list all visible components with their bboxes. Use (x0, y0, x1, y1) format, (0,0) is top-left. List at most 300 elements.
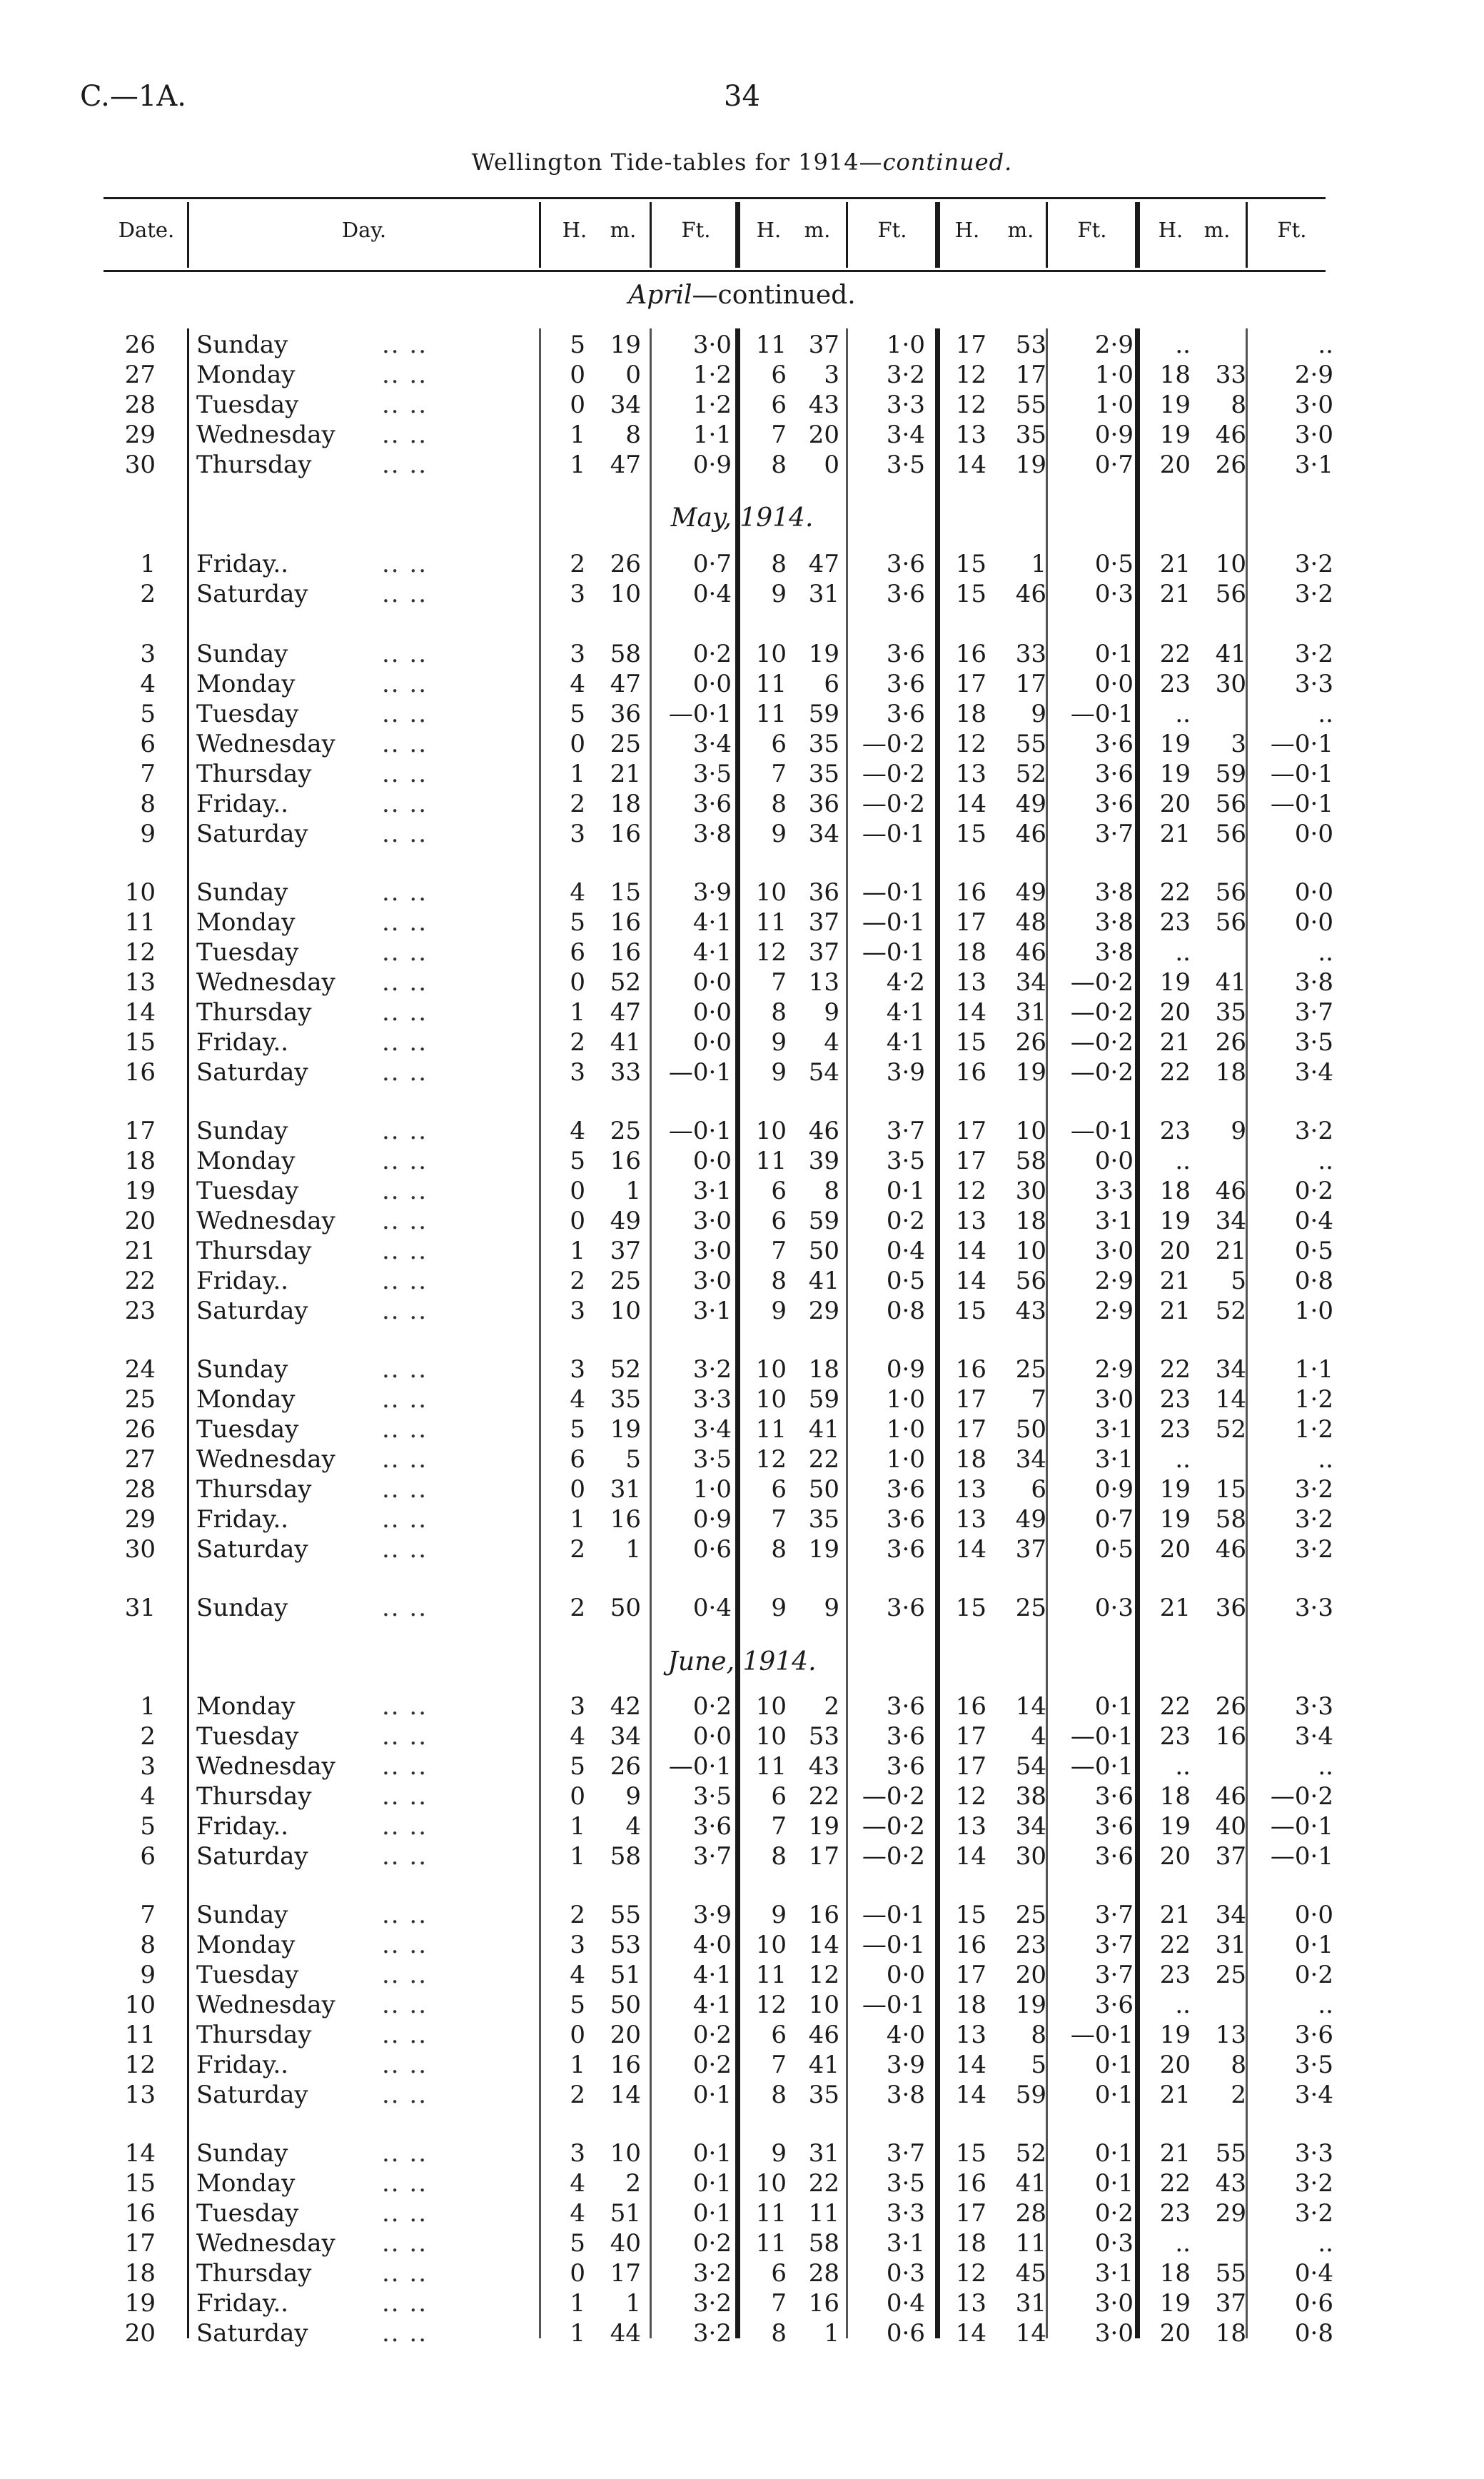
cell-m2: 22 (808, 1782, 839, 1811)
cell-day: Thursday (196, 760, 312, 788)
cell-ft1: 0·0 (692, 1028, 732, 1057)
cell-m2: 31 (808, 580, 839, 608)
cell-ft1: 0·0 (692, 998, 732, 1027)
cell-ft2: 3·6 (886, 1752, 925, 1781)
cell-m2: 16 (808, 1901, 839, 1929)
cell-ft1: 0·2 (692, 2229, 732, 2258)
leader-dots: .. .. (382, 1991, 428, 2019)
cell-date: 18 (124, 1147, 156, 1175)
cell-date: 16 (124, 1058, 156, 1087)
cell-date: 26 (124, 1415, 156, 1444)
cell-h4: 23 (1159, 1961, 1191, 1989)
cell-h3: 14 (955, 1267, 986, 1295)
cell-date: 12 (124, 2051, 156, 2079)
cell-m2: 0 (824, 451, 839, 479)
table-row (0, 360, 1484, 390)
cell-ft2: —0·2 (862, 790, 925, 818)
cell-h2: 8 (771, 550, 787, 578)
col-day: Day. (341, 218, 387, 242)
cell-h2: 12 (755, 1991, 787, 2019)
cell-m4: 14 (1215, 1385, 1246, 1414)
cell-ft4: 0·8 (1294, 1267, 1333, 1295)
cell-m4: 10 (1215, 550, 1246, 578)
cell-h1: 4 (570, 2199, 585, 2228)
table-row (0, 1146, 1484, 1176)
cell-h4: .. (1175, 1991, 1191, 2019)
cell-ft2: 3·6 (886, 1535, 925, 1564)
cell-m2: 31 (808, 2139, 839, 2168)
leader-dots: .. .. (382, 1961, 428, 1989)
cell-ft3: 3·1 (1094, 1415, 1134, 1444)
cell-ft4: 1·0 (1294, 1297, 1333, 1325)
cell-h2: 6 (771, 730, 787, 758)
cell-ft4: 0·0 (1294, 820, 1333, 848)
report-code: C.—1A. (80, 80, 186, 113)
cell-m3: 5 (1031, 2051, 1046, 2079)
cell-m2: 19 (808, 1812, 839, 1841)
cell-m1: 15 (610, 878, 641, 907)
cell-m1: 58 (610, 640, 641, 668)
cell-ft1: 3·9 (692, 878, 732, 907)
cell-h1: 5 (570, 1991, 585, 2019)
cell-m4: 34 (1215, 1901, 1246, 1929)
cell-h4: 19 (1159, 391, 1191, 419)
cell-m2: 41 (808, 1267, 839, 1295)
cell-m4: 58 (1215, 1505, 1246, 1534)
cell-day: Thursday (196, 1782, 312, 1811)
cell-day: Sunday (196, 1901, 288, 1929)
cell-m1: 1 (625, 1177, 641, 1205)
cell-m3: 58 (1015, 1147, 1046, 1175)
cell-m2: 36 (808, 790, 839, 818)
cell-h1: 3 (570, 1931, 585, 1959)
cell-h2: 11 (755, 1415, 787, 1444)
cell-h1: 2 (570, 790, 585, 818)
cell-ft4: 3·5 (1294, 1028, 1333, 1057)
cell-h3: 12 (955, 2259, 986, 2288)
cell-m2: 46 (808, 1117, 839, 1145)
cell-h3: 16 (955, 1931, 986, 1959)
cell-h1: 4 (570, 1385, 585, 1414)
cell-ft2: 1·0 (886, 1445, 925, 1474)
cell-ft1: —0·1 (668, 700, 732, 728)
cell-ft4: 0·4 (1294, 2259, 1333, 2288)
cell-ft3: 3·6 (1094, 730, 1134, 758)
cell-h4: 22 (1159, 878, 1191, 907)
cell-m2: 13 (808, 968, 839, 997)
cell-m4: 55 (1215, 2139, 1246, 2168)
cell-m3: 9 (1031, 700, 1046, 728)
cell-ft4: 0·6 (1294, 2289, 1333, 2318)
cell-ft4: 0·5 (1294, 1237, 1333, 1265)
cell-m2: 28 (808, 2259, 839, 2288)
header-rule (1046, 202, 1048, 268)
cell-m3: 7 (1031, 1385, 1046, 1414)
cell-h1: 6 (570, 1445, 585, 1474)
cell-ft1: 0·0 (692, 670, 732, 698)
cell-m4: 59 (1215, 760, 1246, 788)
cell-ft2: —0·2 (862, 760, 925, 788)
cell-m1: 26 (610, 550, 641, 578)
cell-day: Saturday (196, 820, 308, 848)
cell-ft3: —0·2 (1070, 998, 1134, 1027)
cell-h4: 21 (1159, 2081, 1191, 2109)
cell-ft2: 3·7 (886, 2139, 925, 2168)
leader-dots: .. .. (382, 391, 428, 419)
cell-m2: 36 (808, 878, 839, 907)
cell-ft4: 3·6 (1294, 2021, 1333, 2049)
cell-ft3: —0·1 (1070, 1722, 1134, 1751)
cell-h3: 13 (955, 1812, 986, 1841)
cell-day: Sunday (196, 640, 288, 668)
cell-m4: 34 (1215, 1207, 1246, 1235)
table-row (0, 2198, 1484, 2228)
leader-dots: .. .. (382, 1117, 428, 1145)
cell-ft2: 3·7 (886, 1117, 925, 1145)
leader-dots: .. .. (382, 2259, 428, 2288)
cell-m2: 18 (808, 1355, 839, 1384)
table-row (0, 1296, 1484, 1326)
leader-dots: .. .. (382, 580, 428, 608)
cell-date: 12 (124, 938, 156, 967)
cell-m2: 59 (808, 1385, 839, 1414)
cell-ft2: —0·1 (862, 1931, 925, 1959)
leader-dots: .. .. (382, 2289, 428, 2318)
col-h1: H. (562, 218, 587, 242)
cell-h4: 21 (1159, 1297, 1191, 1325)
cell-h4: 22 (1159, 1355, 1191, 1384)
cell-h3: 16 (955, 1058, 986, 1087)
table-row (0, 878, 1484, 907)
cell-m2: 12 (808, 1961, 839, 1989)
cell-ft2: 3·6 (886, 700, 925, 728)
cell-ft2: 1·0 (886, 331, 925, 359)
leader-dots: .. .. (382, 2051, 428, 2079)
section-title (0, 281, 1484, 310)
cell-m3: 55 (1015, 730, 1046, 758)
leader-dots: .. .. (382, 1692, 428, 1721)
cell-m2: 9 (824, 998, 839, 1027)
cell-m2: 35 (808, 1505, 839, 1534)
cell-h3: 13 (955, 760, 986, 788)
cell-m1: 25 (610, 1267, 641, 1295)
cell-m4: 41 (1215, 640, 1246, 668)
cell-m3: 11 (1015, 2229, 1046, 2258)
cell-h4: 20 (1159, 1842, 1191, 1871)
cell-ft2: 3·6 (886, 1594, 925, 1622)
cell-m2: 20 (808, 421, 839, 449)
cell-h1: 4 (570, 1722, 585, 1751)
cell-m3: 50 (1015, 1415, 1046, 1444)
cell-ft1: 3·2 (692, 2289, 732, 2318)
cell-h3: 13 (955, 2289, 986, 2318)
cell-m4: 5 (1231, 1267, 1246, 1295)
col-m2: m. (804, 218, 831, 242)
cell-h1: 1 (570, 451, 585, 479)
leader-dots: .. .. (382, 1475, 428, 1504)
cell-m2: 10 (808, 1991, 839, 2019)
table-title-continued: continued. (882, 149, 1013, 176)
cell-ft3: 3·6 (1094, 790, 1134, 818)
cell-ft4: 3·5 (1294, 2051, 1333, 2079)
cell-ft2: 0·4 (886, 1237, 925, 1265)
cell-h2: 7 (771, 968, 787, 997)
cell-ft3: 0·1 (1094, 640, 1134, 668)
cell-ft4: —0·1 (1270, 730, 1333, 758)
cell-ft1: 3·6 (692, 790, 732, 818)
cell-m4: 15 (1215, 1475, 1246, 1504)
cell-date: 17 (124, 2229, 156, 2258)
cell-ft3: 2·9 (1094, 1355, 1134, 1384)
cell-h2: 12 (755, 938, 787, 967)
cell-m1: 53 (610, 1931, 641, 1959)
cell-h1: 1 (570, 1237, 585, 1265)
cell-ft3: —0·2 (1070, 968, 1134, 997)
leader-dots: .. .. (382, 1782, 428, 1811)
cell-ft1: 3·0 (692, 1207, 732, 1235)
cell-ft2: 4·2 (886, 968, 925, 997)
cell-h4: 19 (1159, 1505, 1191, 1534)
cell-h3: 15 (955, 820, 986, 848)
cell-h2: 9 (771, 1058, 787, 1087)
section-title-continued: —continued. (692, 281, 856, 310)
table-row (0, 997, 1484, 1027)
cell-m1: 51 (610, 1961, 641, 1989)
cell-h2: 7 (771, 421, 787, 449)
table-row (0, 937, 1484, 967)
table-row (0, 1116, 1484, 1146)
table-row (0, 1930, 1484, 1960)
cell-day: Monday (196, 361, 296, 389)
cell-ft1: 3·4 (692, 730, 732, 758)
cell-ft3: 2·9 (1094, 1267, 1134, 1295)
cell-m2: 22 (808, 1445, 839, 1474)
cell-ft3: 2·9 (1094, 1297, 1134, 1325)
cell-day: Thursday (196, 1237, 312, 1265)
cell-ft3: 3·0 (1094, 1385, 1134, 1414)
cell-m1: 1 (625, 2289, 641, 2318)
cell-h3: 14 (955, 1237, 986, 1265)
cell-h2: 11 (755, 700, 787, 728)
cell-ft2: 3·6 (886, 550, 925, 578)
cell-day: Saturday (196, 1297, 308, 1325)
cell-day: Friday.. (196, 1267, 289, 1295)
cell-ft4: 1·2 (1294, 1415, 1333, 1444)
leader-dots: .. .. (382, 331, 428, 359)
cell-ft2: 3·5 (886, 1147, 925, 1175)
cell-h2: 11 (755, 1752, 787, 1781)
cell-m4: 56 (1215, 878, 1246, 907)
cell-day: Friday.. (196, 1505, 289, 1534)
cell-m3: 55 (1015, 391, 1046, 419)
cell-h3: 17 (955, 2199, 986, 2228)
cell-m4: 16 (1215, 1722, 1246, 1751)
cell-h2: 9 (771, 1297, 787, 1325)
cell-m3: 4 (1031, 1722, 1046, 1751)
cell-h2: 11 (755, 908, 787, 937)
cell-m3: 38 (1015, 1782, 1046, 1811)
cell-m3: 53 (1015, 331, 1046, 359)
cell-h3: 13 (955, 1475, 986, 1504)
cell-h3: 14 (955, 790, 986, 818)
table-row (0, 1691, 1484, 1721)
cell-ft2: —0·2 (862, 1842, 925, 1871)
leader-dots: .. .. (382, 1415, 428, 1444)
header-rule (187, 202, 189, 268)
cell-m4: 33 (1215, 361, 1246, 389)
cell-ft3: —0·1 (1070, 1117, 1134, 1145)
cell-date: 11 (124, 908, 156, 937)
table-row (0, 1176, 1484, 1206)
cell-m4: 26 (1215, 1692, 1246, 1721)
cell-m1: 40 (610, 2229, 641, 2258)
cell-h3: 15 (955, 580, 986, 608)
cell-h4: 19 (1159, 1207, 1191, 1235)
cell-ft2: 3·8 (886, 2081, 925, 2109)
cell-day: Monday (196, 1931, 296, 1959)
cell-ft1: 3·1 (692, 1177, 732, 1205)
cell-ft1: 0·0 (692, 1722, 732, 1751)
cell-date: 14 (124, 2139, 156, 2168)
cell-day: Saturday (196, 2319, 308, 2348)
cell-h2: 8 (771, 1842, 787, 1871)
cell-date: 25 (124, 1385, 156, 1414)
col-h4: H. (1158, 218, 1183, 242)
cell-m2: 59 (808, 700, 839, 728)
cell-h1: 5 (570, 1415, 585, 1444)
cell-m3: 46 (1015, 820, 1046, 848)
cell-m2: 35 (808, 730, 839, 758)
cell-h3: 17 (955, 1385, 986, 1414)
cell-m3: 31 (1015, 998, 1046, 1027)
cell-m1: 0 (625, 361, 641, 389)
cell-ft1: 0·6 (692, 1535, 732, 1564)
cell-h3: 13 (955, 2021, 986, 2049)
header-rule (846, 202, 848, 268)
cell-date: 4 (140, 670, 156, 698)
cell-ft1: 4·0 (692, 1931, 732, 1959)
cell-m4: 36 (1215, 1594, 1246, 1622)
cell-ft1: 3·2 (692, 2319, 732, 2348)
cell-ft1: 3·2 (692, 2259, 732, 2288)
cell-ft4: 1·1 (1294, 1355, 1333, 1384)
cell-day: Monday (196, 1147, 296, 1175)
cell-ft3: 3·8 (1094, 908, 1134, 937)
table-row (0, 2168, 1484, 2198)
cell-m1: 16 (610, 908, 641, 937)
cell-h1: 2 (570, 1901, 585, 1929)
cell-h4: .. (1175, 331, 1191, 359)
cell-day: Friday.. (196, 790, 289, 818)
cell-ft4: 3·2 (1294, 2199, 1333, 2228)
leader-dots: .. .. (382, 1177, 428, 1205)
cell-ft3: 3·8 (1094, 938, 1134, 967)
cell-h4: .. (1175, 2229, 1191, 2258)
cell-m2: 34 (808, 820, 839, 848)
table-row (0, 2080, 1484, 2110)
col-ft2: Ft. (877, 218, 907, 242)
table-header-bottom-rule (104, 270, 1326, 272)
header-rule (735, 202, 740, 268)
cell-ft1: 0·2 (692, 1692, 732, 1721)
cell-h4: 23 (1159, 1415, 1191, 1444)
cell-ft2: 4·0 (886, 2021, 925, 2049)
table-row (0, 1444, 1484, 1474)
cell-day: Sunday (196, 1117, 288, 1145)
cell-date: 9 (140, 1961, 156, 1989)
leader-dots: .. .. (382, 1237, 428, 1265)
cell-day: Tuesday (196, 700, 299, 728)
cell-ft1: 0·0 (692, 1147, 732, 1175)
cell-h2: 6 (771, 2259, 787, 2288)
cell-m1: 16 (610, 938, 641, 967)
cell-ft3: 0·5 (1094, 550, 1134, 578)
cell-date: 30 (124, 1535, 156, 1564)
table-title (0, 149, 1484, 176)
cell-m2: 41 (808, 2051, 839, 2079)
cell-h1: 0 (570, 2259, 585, 2288)
cell-m2: 19 (808, 1535, 839, 1564)
cell-m3: 25 (1015, 1901, 1046, 1929)
cell-h3: 15 (955, 2139, 986, 2168)
cell-m3: 49 (1015, 790, 1046, 818)
cell-m1: 26 (610, 1752, 641, 1781)
table-row (0, 1236, 1484, 1266)
cell-date: 29 (124, 1505, 156, 1534)
table-row (0, 2288, 1484, 2318)
cell-day: Wednesday (196, 1752, 335, 1781)
cell-day: Tuesday (196, 1177, 299, 1205)
cell-h2: 6 (771, 391, 787, 419)
table-row (0, 390, 1484, 420)
col-ft1: Ft. (681, 218, 711, 242)
leader-dots: .. .. (382, 2229, 428, 2258)
cell-day: Thursday (196, 1475, 312, 1504)
cell-ft1: 3·6 (692, 1812, 732, 1841)
cell-ft4: 1·2 (1294, 1385, 1333, 1414)
cell-day: Wednesday (196, 730, 335, 758)
cell-date: 10 (124, 1991, 156, 2019)
cell-day: Thursday (196, 998, 312, 1027)
cell-m3: 59 (1015, 2081, 1046, 2109)
cell-h2: 10 (755, 1692, 787, 1721)
cell-h2: 7 (771, 760, 787, 788)
cell-h3: 16 (955, 1692, 986, 1721)
cell-ft4: 3·8 (1294, 968, 1333, 997)
cell-h3: 14 (955, 2051, 986, 2079)
cell-ft2: 3·1 (886, 2229, 925, 2258)
cell-day: Tuesday (196, 1961, 299, 1989)
cell-h4: 19 (1159, 968, 1191, 997)
cell-m3: 49 (1015, 878, 1046, 907)
cell-ft1: 0·4 (692, 580, 732, 608)
cell-ft3: 0·0 (1094, 670, 1134, 698)
cell-m4: 26 (1215, 451, 1246, 479)
cell-h4: 18 (1159, 1177, 1191, 1205)
table-row (0, 2138, 1484, 2168)
cell-h1: 5 (570, 700, 585, 728)
cell-m2: 11 (808, 2199, 839, 2228)
cell-ft4: .. (1318, 331, 1333, 359)
cell-ft1: 3·0 (692, 331, 732, 359)
cell-h4: 22 (1159, 1931, 1191, 1959)
cell-h2: 8 (771, 451, 787, 479)
cell-ft1: 1·2 (692, 391, 732, 419)
leader-dots: .. .. (382, 421, 428, 449)
cell-h3: 18 (955, 938, 986, 967)
cell-ft4: 0·4 (1294, 1207, 1333, 1235)
leader-dots: .. .. (382, 1297, 428, 1325)
